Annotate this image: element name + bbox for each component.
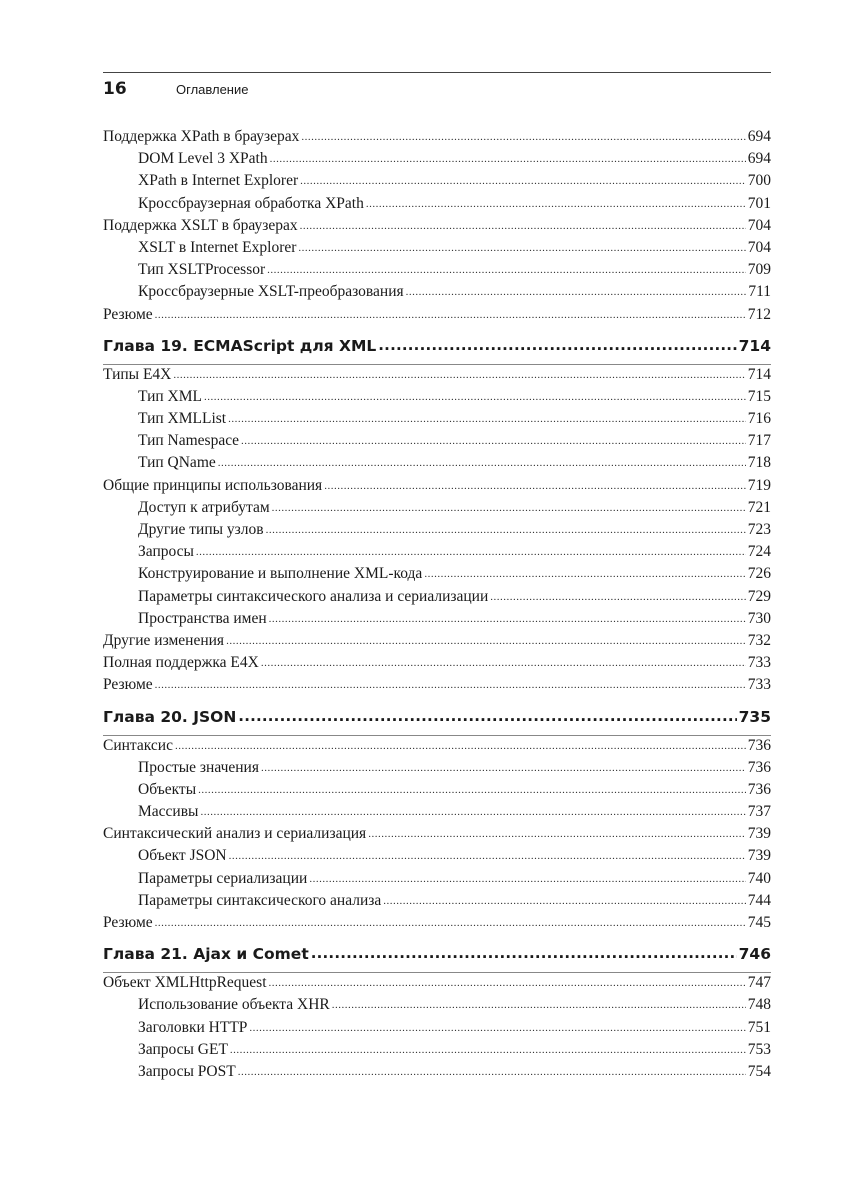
dot-leader — [324, 476, 746, 492]
toc-entry — [103, 432, 771, 454]
toc-entry — [103, 150, 771, 172]
toc-entry-page: 744 — [747, 891, 771, 909]
dot-leader — [204, 387, 746, 403]
toc-entry-title: Поддержка XSLT в браузерах — [103, 216, 298, 234]
dot-leader — [300, 171, 746, 187]
toc-entry-title: Запросы GET — [138, 1040, 228, 1058]
toc-entry-page: 714 — [738, 336, 771, 355]
toc-entry — [103, 737, 771, 759]
toc-entry — [103, 388, 771, 410]
toc-entry — [103, 847, 771, 869]
toc-entry — [103, 172, 771, 194]
dot-leader — [261, 653, 746, 669]
toc-entry — [103, 803, 771, 825]
toc-entry-title: Объекты — [138, 780, 197, 798]
dot-leader — [406, 282, 747, 298]
dot-leader — [238, 707, 736, 723]
toc-entry-page: 704 — [747, 238, 771, 256]
toc-entry-page: 732 — [747, 631, 771, 649]
dot-leader — [175, 736, 746, 752]
toc-entry-title: Массивы — [138, 803, 199, 821]
toc-entry-page: 704 — [747, 216, 771, 234]
toc-entry-title: Глава 21. Ajax и Comet — [103, 945, 309, 964]
toc-entry-page: 730 — [747, 609, 771, 627]
toc-entry-title: Доступ к атрибутам — [138, 498, 270, 516]
toc-entry-title: Запросы — [138, 543, 194, 561]
toc-entry-title: Тип XMLList — [138, 410, 227, 428]
toc-entry-title: Глава 19. ECMAScript для XML — [103, 336, 377, 355]
toc-entry-page: 747 — [747, 974, 771, 992]
toc-entry — [103, 1019, 771, 1041]
toc-entry-page: 711 — [748, 283, 771, 301]
toc-entry-title: Простые значения — [138, 758, 259, 776]
toc-entry-title: Поддержка XPath в браузерах — [103, 128, 300, 145]
toc-entry-title: DOM Level 3 XPath — [138, 150, 268, 168]
toc-entry — [103, 454, 771, 476]
toc-entry-title: Общие принципы использования — [103, 476, 323, 494]
dot-leader — [200, 802, 745, 818]
toc-entry — [103, 283, 771, 305]
page-number: 16 — [103, 79, 127, 99]
toc-entry-title: XSLT в Internet Explorer — [138, 238, 297, 256]
toc-entry-title: Резюме — [103, 305, 153, 323]
dot-leader — [238, 1062, 746, 1078]
toc-entry — [103, 239, 771, 261]
toc-entry — [103, 261, 771, 283]
toc-entry-page: 753 — [747, 1040, 771, 1058]
toc-entry — [103, 974, 771, 996]
dot-leader — [155, 305, 746, 321]
toc-entry — [103, 588, 771, 610]
dot-leader — [378, 336, 736, 352]
toc-entry — [103, 195, 771, 217]
toc-entry-page: 712 — [747, 305, 771, 323]
toc-entry-page: 715 — [747, 387, 771, 405]
toc-entry-page: 737 — [747, 803, 771, 821]
toc-entry — [103, 759, 771, 781]
toc-entry-title: Синтаксический анализ и сериализация — [103, 825, 367, 843]
dot-leader — [155, 675, 746, 691]
toc-entry-page: 694 — [747, 150, 771, 168]
dot-leader — [218, 453, 746, 469]
toc-entry-page: 733 — [747, 676, 771, 694]
toc-entry-page: 723 — [747, 521, 771, 538]
toc-entry-page: 718 — [747, 454, 771, 472]
toc-entry — [103, 477, 771, 499]
running-head: Оглавление — [176, 82, 249, 97]
toc-entry-page: 751 — [747, 1018, 771, 1036]
toc-entry-page: 736 — [747, 758, 771, 776]
toc-entry-page: 739 — [747, 847, 771, 865]
dot-leader — [226, 631, 746, 647]
toc-entry-page: 729 — [747, 587, 771, 605]
toc-entry — [103, 128, 771, 150]
toc-chapter-entry — [103, 708, 771, 736]
toc-entry — [103, 543, 771, 565]
toc-entry-page: 735 — [738, 707, 771, 726]
dot-leader — [300, 216, 746, 232]
toc-entry — [103, 565, 771, 587]
toc-entry — [103, 825, 771, 847]
toc-entry-page: 717 — [747, 432, 771, 450]
toc-entry-page: 736 — [747, 736, 771, 754]
toc-entry-page: 733 — [747, 654, 771, 672]
toc-entry-title: Тип Namespace — [138, 432, 239, 450]
dot-leader — [272, 498, 746, 514]
toc-entry-page: 694 — [747, 128, 771, 145]
dot-leader — [269, 973, 746, 989]
toc-entry-title: Параметры синтаксического анализа — [138, 891, 382, 909]
dot-leader — [261, 758, 746, 774]
toc-entry — [103, 499, 771, 521]
toc-entry-title: XPath в Internet Explorer — [138, 172, 299, 190]
toc-entry — [103, 632, 771, 654]
toc-entry — [103, 410, 771, 432]
toc-entry-title: Тип XML — [138, 387, 202, 405]
toc-chapter-entry — [103, 337, 771, 365]
toc-entry-page: 709 — [747, 261, 771, 279]
dot-leader — [490, 587, 746, 603]
toc-entry-page: 719 — [747, 476, 771, 494]
toc-entry-title: Резюме — [103, 914, 153, 931]
toc-entry — [103, 1063, 771, 1085]
dot-leader — [198, 780, 746, 796]
toc-entry-title: Синтаксис — [103, 736, 173, 754]
toc-entry — [103, 217, 771, 239]
toc-entry-title: Другие типы узлов — [138, 521, 264, 538]
toc-chapter-entry — [103, 945, 771, 973]
toc-entry-title: Резюме — [103, 676, 153, 694]
toc-entry-page: 700 — [747, 172, 771, 190]
dot-leader — [229, 846, 746, 862]
dot-leader — [155, 913, 746, 929]
toc-entry-page: 746 — [738, 945, 771, 964]
dot-leader — [424, 564, 745, 580]
toc-entry-title: Кроссбраузерные XSLT-преобразования — [138, 283, 404, 301]
toc-entry-title: Объект JSON — [138, 847, 227, 865]
toc-entry-title: Запросы POST — [138, 1062, 236, 1080]
toc-entry-title: Параметры сериализации — [138, 869, 308, 887]
dot-leader — [267, 260, 746, 276]
page — [103, 72, 771, 1080]
dot-leader — [266, 520, 746, 536]
toc-entry — [103, 366, 771, 388]
dot-leader — [249, 1018, 745, 1034]
dot-leader — [298, 238, 745, 254]
toc-entry-title: Полная поддержка E4X — [103, 654, 259, 672]
dot-leader — [196, 542, 746, 558]
toc-entry-title: Другие изменения — [103, 631, 225, 649]
toc-entry — [103, 1041, 771, 1063]
toc-entry-page: 739 — [747, 825, 771, 843]
toc-entry — [103, 870, 771, 892]
toc-entry — [103, 654, 771, 676]
toc-entry-title: Тип QName — [138, 454, 216, 472]
table-of-contents — [103, 128, 771, 1085]
toc-entry-title: Глава 20. JSON — [103, 707, 237, 726]
dot-leader — [332, 995, 746, 1011]
toc-entry-page: 724 — [747, 543, 771, 561]
toc-entry-page: 721 — [747, 498, 771, 516]
toc-entry — [103, 914, 771, 936]
toc-entry-page: 701 — [747, 194, 771, 212]
toc-entry-title: Тип XSLTProcessor — [138, 261, 266, 279]
toc-entry-page: 748 — [747, 996, 771, 1014]
dot-leader — [309, 869, 745, 885]
toc-entry — [103, 610, 771, 632]
toc-entry-title: Кроссбраузерная обработка XPath — [138, 194, 364, 212]
dot-leader — [269, 609, 746, 625]
toc-entry-title: Типы E4X — [103, 365, 172, 383]
toc-entry — [103, 781, 771, 803]
toc-entry — [103, 996, 771, 1018]
dot-leader — [228, 409, 746, 425]
dot-leader — [301, 127, 745, 143]
toc-entry-title: Пространства имен — [138, 609, 267, 627]
dot-leader — [311, 944, 737, 960]
toc-entry — [103, 892, 771, 914]
dot-leader — [173, 365, 745, 381]
dot-leader — [368, 824, 746, 840]
toc-entry-page: 736 — [747, 780, 771, 798]
dot-leader — [383, 891, 745, 907]
toc-entry-title: Использование объекта XHR — [138, 996, 330, 1014]
page-header — [103, 72, 771, 103]
toc-entry — [103, 676, 771, 698]
toc-entry-title: Параметры синтаксического анализа и сериализации — [138, 587, 489, 605]
toc-entry-title: Заголовки HTTP — [138, 1018, 248, 1036]
toc-entry-title: Конструирование и выполнение XML-кода — [138, 565, 423, 583]
toc-entry-page: 714 — [747, 365, 771, 383]
dot-leader — [230, 1040, 746, 1056]
toc-entry — [103, 521, 771, 543]
toc-entry-page: 740 — [747, 869, 771, 887]
dot-leader — [241, 431, 746, 447]
dot-leader — [270, 149, 746, 165]
toc-entry-page: 745 — [747, 914, 771, 931]
toc-entry-page: 726 — [747, 565, 771, 583]
toc-entry — [103, 306, 771, 328]
toc-entry-page: 716 — [747, 410, 771, 428]
dot-leader — [366, 194, 746, 210]
toc-entry-title: Объект XMLHttpRequest — [103, 974, 267, 992]
toc-entry-page: 754 — [747, 1062, 771, 1080]
